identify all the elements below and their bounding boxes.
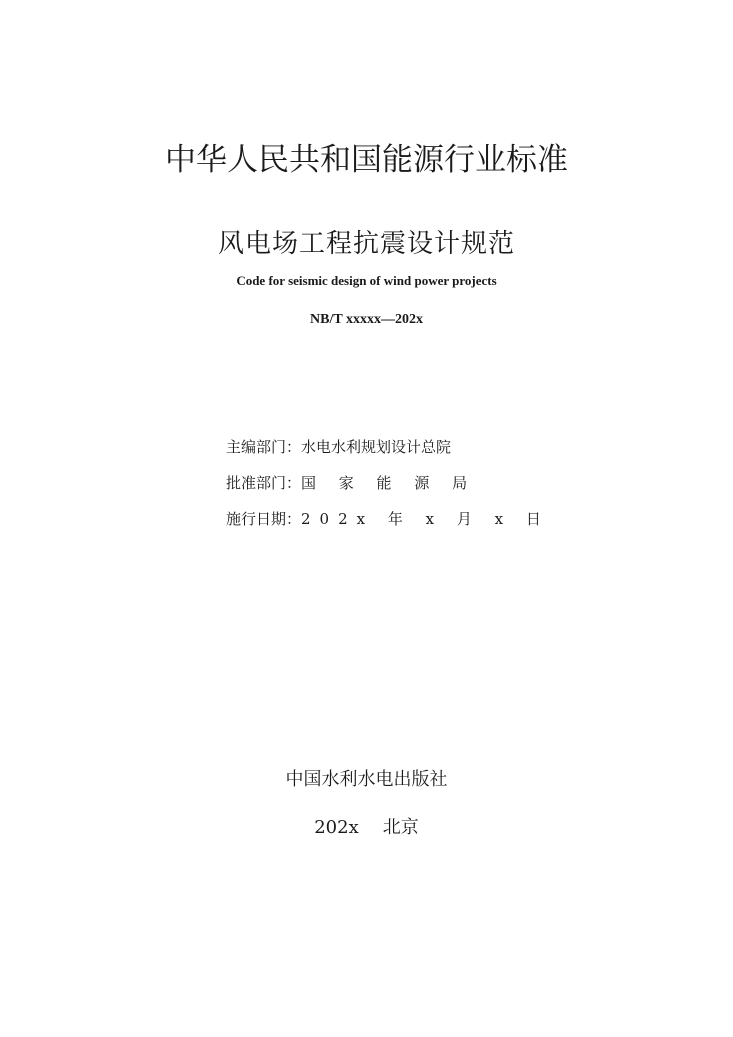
chief-editor-value: 水电水利规划设计总院 xyxy=(301,438,452,456)
issuing-info xyxy=(226,436,550,544)
publication-city: 北京 xyxy=(382,817,419,838)
chief-editor-row xyxy=(226,436,550,472)
document-title-chinese: 风电场工程抗震设计规范 xyxy=(217,229,515,259)
document-title-english: Code for seismic design of wind power projects xyxy=(236,273,497,288)
approval-label: 批准部门： xyxy=(226,474,302,492)
publication-year: 202x xyxy=(314,817,359,838)
standard-type-heading: 中华人民共和国能源行业标准 xyxy=(165,142,568,178)
standard-number: NB/T xxxxx—202x xyxy=(310,312,423,327)
effective-date-value: 202x 年 x 月 x 日 xyxy=(301,510,550,528)
publisher-name: 中国水利水电出版社 xyxy=(285,769,448,790)
effective-date-row xyxy=(226,508,550,544)
chief-editor-label: 主编部门： xyxy=(226,438,302,456)
approval-row xyxy=(226,472,550,508)
publication-place xyxy=(0,816,733,840)
effective-date-label: 施行日期： xyxy=(226,510,302,528)
approval-value: 国 家 能 源 局 xyxy=(301,474,477,492)
